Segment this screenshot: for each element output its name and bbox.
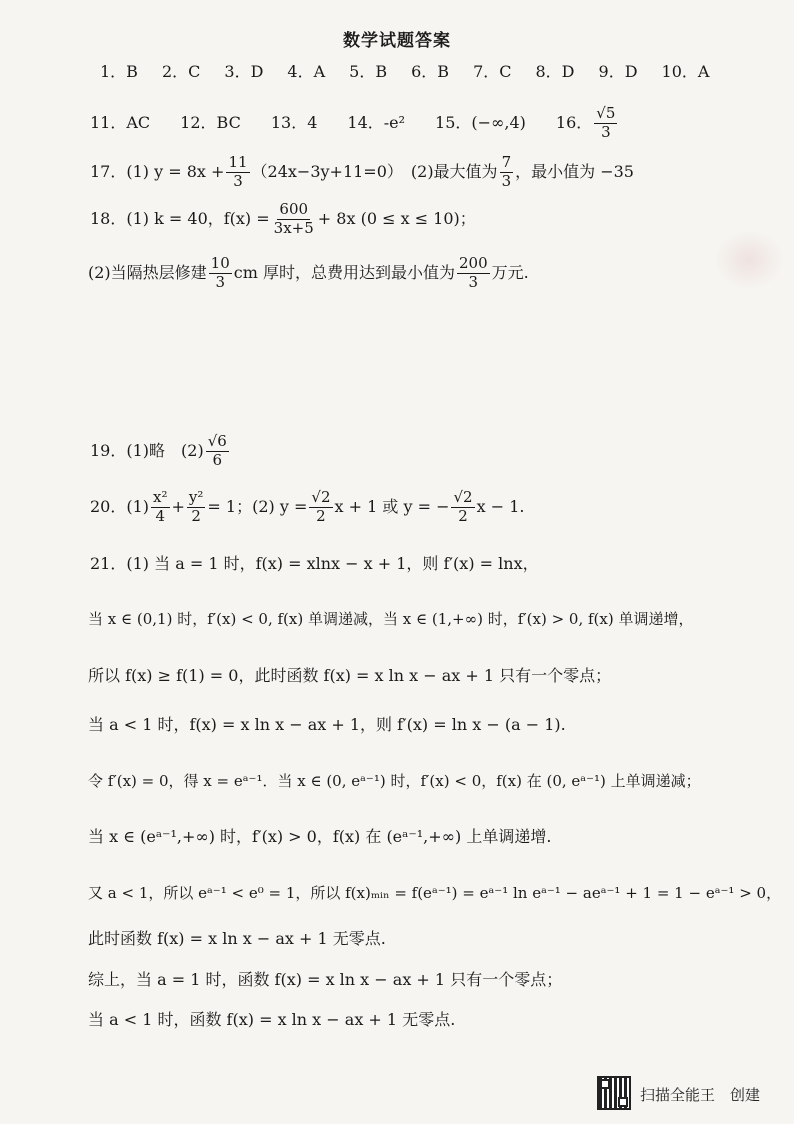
fraction bbox=[226, 155, 249, 190]
answer-21-line10: 当 a < 1 时，函数 f(x) = x ln x − ax + 1 无零点. bbox=[88, 1010, 456, 1029]
fraction bbox=[209, 256, 232, 291]
fraction-denominator: 6 bbox=[212, 450, 223, 469]
fraction-denominator: 3 bbox=[215, 272, 225, 291]
answer-21-line8: 此时函数 f(x) = x ln x − ax + 1 无零点. bbox=[88, 929, 386, 948]
text: ，最小值为 −35 bbox=[515, 162, 634, 182]
mc-answer-8: 8．D bbox=[535, 62, 575, 81]
fraction-denominator: 3 bbox=[468, 272, 479, 291]
answer-13: 13．4 bbox=[270, 113, 318, 133]
answer-21-line7: 又 a < 1，所以 eᵃ⁻¹ < e⁰ = 1，所以 f(x)ₘᵢₙ = f(eᵃ⁻¹) = eᵃ⁻¹ ln eᵃ⁻¹ − aeᵃ⁻¹ + 1 = 1 − eᵃ⁻¹ > 0， bbox=[88, 884, 782, 902]
fraction-numerator: √2 bbox=[311, 488, 331, 506]
fraction bbox=[309, 490, 332, 525]
fraction-numerator: x² bbox=[153, 488, 168, 506]
text: （24x−3y+11=0） (2)最大值为 bbox=[251, 162, 498, 182]
answer-18-part1 bbox=[90, 202, 476, 237]
text: x − 1. bbox=[476, 497, 525, 517]
text: (2)当隔热层修建 bbox=[88, 263, 207, 283]
answer-21-line3: 所以 f(x) ≥ f(1) = 0，此时函数 f(x) = x ln x − ax + 1 只有一个零点； bbox=[88, 666, 612, 685]
fraction bbox=[500, 155, 514, 190]
answer-21-line2: 当 x ∈ (0,1) 时，f′(x) < 0, f(x) 单调递减，当 x ∈ (1,+∞) 时，f′(x) > 0, f(x) 单调递增， bbox=[88, 610, 694, 628]
text: 17．(1) y = 8x + bbox=[90, 162, 225, 182]
fraction-numerator: √5 bbox=[596, 104, 616, 122]
fraction-numerator: 11 bbox=[228, 153, 248, 171]
page-title: 数学试题答案 bbox=[343, 31, 451, 51]
fraction-numerator: 7 bbox=[501, 153, 512, 171]
text: = 1；(2) y = bbox=[207, 497, 308, 517]
fraction-denominator: 2 bbox=[191, 506, 201, 525]
mc-answer-5: 5．B bbox=[349, 62, 388, 81]
qr-code-icon bbox=[597, 1076, 631, 1110]
mc-answer-3: 3．D bbox=[224, 62, 264, 81]
fraction bbox=[272, 202, 316, 237]
text: cm 厚时，总费用达到最小值为 bbox=[233, 263, 455, 283]
answer-21-line5: 令 f′(x) = 0，得 x = eᵃ⁻¹．当 x ∈ (0, eᵃ⁻¹) 时，f′(x) < 0，f(x) 在 (0, eᵃ⁻¹) 上单调递减； bbox=[88, 772, 701, 790]
answer-16-fraction bbox=[594, 106, 617, 141]
answer-21-line1: 21．(1) 当 a = 1 时，f(x) = xlnx − x + 1，则 f′(x) = lnx， bbox=[90, 554, 539, 573]
answer-21-line4: 当 a < 1 时，f(x) = x ln x − ax + 1，则 f′(x) = ln x − (a − 1). bbox=[88, 715, 566, 734]
fraction bbox=[187, 490, 206, 525]
fraction bbox=[206, 434, 229, 469]
fraction-denominator: 2 bbox=[458, 506, 468, 525]
text: + bbox=[171, 497, 185, 517]
fraction-numerator: √2 bbox=[453, 488, 473, 506]
fraction-denominator: 4 bbox=[155, 506, 166, 525]
answer-18-part2 bbox=[88, 256, 529, 291]
fraction-numerator: 600 bbox=[279, 200, 309, 218]
fraction-numerator: 200 bbox=[459, 254, 488, 272]
mc-answer-6: 6．B bbox=[411, 62, 450, 81]
fraction-denominator: 2 bbox=[316, 506, 326, 525]
mc-answer-4: 4．A bbox=[287, 62, 326, 81]
fraction bbox=[151, 490, 169, 525]
fraction-numerator: 10 bbox=[210, 254, 230, 272]
fraction bbox=[451, 490, 474, 525]
mc-answer-10: 10．A bbox=[661, 62, 710, 81]
answer-21-line9: 综上，当 a = 1 时，函数 f(x) = x ln x − ax + 1 只有一个零点； bbox=[88, 970, 563, 989]
text: + 8x (0 ≤ x ≤ 10)； bbox=[317, 209, 476, 229]
fraction-numerator: y² bbox=[188, 488, 204, 506]
fraction-denominator: 3 bbox=[601, 122, 611, 141]
fraction bbox=[457, 256, 490, 291]
answer-11: 11．AC bbox=[90, 113, 151, 133]
answer-19 bbox=[90, 434, 231, 469]
answer-21-line6: 当 x ∈ (eᵃ⁻¹,+∞) 时，f′(x) > 0，f(x) 在 (eᵃ⁻¹,+∞) 上单调递增. bbox=[88, 827, 552, 846]
mc-answer-9: 9．D bbox=[598, 62, 638, 81]
fraction-denominator: 3 bbox=[501, 171, 512, 190]
fraction-numerator: √6 bbox=[207, 432, 227, 450]
answer-20 bbox=[90, 490, 524, 525]
fraction-denominator: 3x+5 bbox=[273, 218, 314, 237]
text: 万元. bbox=[491, 263, 529, 283]
fill-answers bbox=[90, 106, 619, 141]
stain bbox=[714, 230, 784, 290]
mc-answer-1: 1．B bbox=[100, 62, 138, 81]
answer-17 bbox=[90, 155, 634, 190]
mc-answers bbox=[100, 64, 733, 80]
text: 18．(1) k = 40，f(x) = bbox=[90, 209, 270, 229]
answer-12: 12．BC bbox=[180, 113, 241, 133]
text: x + 1 或 y = − bbox=[334, 497, 450, 517]
scanner-watermark: 扫描全能王 创建 bbox=[640, 1086, 761, 1104]
mc-answer-2: 2．C bbox=[161, 62, 201, 81]
mc-answer-7: 7．C bbox=[473, 62, 512, 81]
text: 20．(1) bbox=[90, 497, 150, 517]
answer-16-label: 16． bbox=[555, 113, 593, 133]
text: 19．(1)略 (2) bbox=[90, 441, 204, 461]
answer-14: 14．-e² bbox=[347, 113, 406, 133]
answer-15: 15．(−∞,4) bbox=[435, 113, 526, 133]
fraction-denominator: 3 bbox=[233, 171, 243, 190]
